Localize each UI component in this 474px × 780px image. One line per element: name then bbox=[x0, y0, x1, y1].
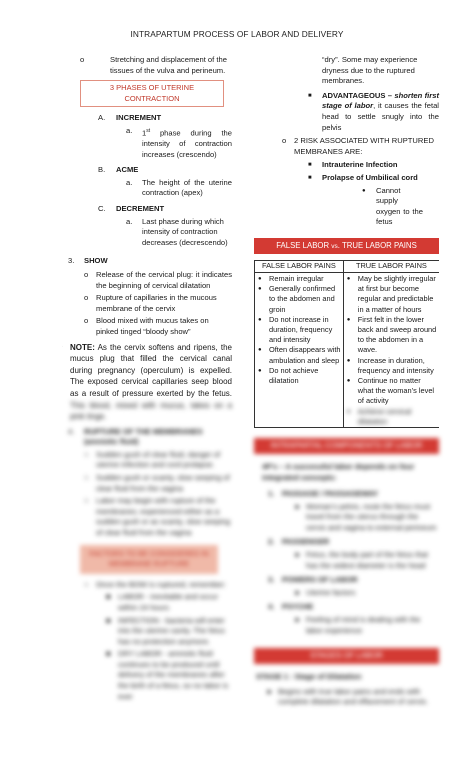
left-column bbox=[62, 55, 232, 702]
table-header-true: TRUE LABOR PAINS bbox=[343, 260, 439, 272]
blurred-left-content bbox=[62, 400, 232, 703]
note-paragraph: NOTE: As the cervix softens and ripens, the mucus plug that filled the cervical canal during pregnancy (operculum) is expelled. The exposed cervical capillaries seep blood as a result of pressure exerted by the fetus. bbox=[70, 342, 232, 398]
show-sub-2: o Rupture of capillaries in the mucous membrane of the cervix bbox=[84, 293, 217, 313]
four-p-passenger-desc: ► Fetus, the body part of the fetus that has the widest diameter is the head bbox=[294, 550, 428, 570]
list-marker: 3. bbox=[68, 256, 75, 266]
list-item: ● First felt in the lower back and sweep around to the abdomen in a wave. bbox=[346, 315, 437, 356]
list-item: ● Achieve cervical dilatation bbox=[346, 407, 437, 427]
increment-item bbox=[62, 113, 232, 124]
four-p-powers: 3. POWERS OF LABOR bbox=[268, 575, 358, 585]
four-p-psyche-desc: ► Feeling of mind is dealing with the labor experience bbox=[294, 615, 421, 635]
list-marker: a. bbox=[126, 216, 133, 226]
list-marker: a. bbox=[126, 177, 133, 187]
rupture-item: 4. RUPTURE OF THE MEMBRANES (amniotic fluid) bbox=[68, 426, 203, 447]
list-item: ● Do not increase in duration, frequency and intensity bbox=[257, 315, 341, 346]
page-title: INTRAPARTUM PROCESS OF LABOR AND DELIVERY bbox=[130, 29, 344, 39]
acme-item bbox=[62, 165, 232, 176]
decrement-desc: a. Last phase during which intensity of contraction decreases (decrescendo) bbox=[126, 216, 228, 247]
four-p-passage-desc: ► Woman’s pelvis, route the fetus must travel from the uterus through the cervix and vagina to external perineum bbox=[294, 501, 437, 532]
four-ps-intro: 4P’s – A successful labor depends on four integrated concepts: bbox=[262, 461, 415, 482]
show-label: SHOW bbox=[84, 256, 108, 266]
false-vs-true-heading: FALSE LABOR vs. TRUE LABOR PAINS bbox=[254, 238, 439, 254]
labor-table-wrapper bbox=[254, 260, 439, 432]
advantageous-item: ■ ADVANTAGEOUS – shorten first stage of labor, it causes the fetal head to settle snugly into the pelvis bbox=[308, 90, 439, 132]
list-item: ● Remain irregular bbox=[257, 274, 341, 284]
rupture-sub-2: ○ Sudden gush or scanty, slow seeping of clear fluid from the vagina bbox=[84, 472, 230, 493]
four-p-passage: 1. PASSAGE / PASSAGEWAY bbox=[268, 489, 379, 499]
note-continuation: This blood, mixed with mucus, takes on a pink tinge. bbox=[70, 400, 232, 422]
four-p-psyche: 4. PSYCHE bbox=[268, 602, 314, 612]
intrapartal-heading: INTRAPARTAL COMPONENTS OF LABOR bbox=[254, 438, 439, 454]
list-marker: C. bbox=[98, 204, 106, 214]
dry-continuation: “dry”. Some may experience dryness due to the ruptured membranes. bbox=[322, 55, 418, 86]
rupture-sub-1: ○ Sudden gush of clear fluid, danger of uterine infection and cord prolapse. bbox=[84, 449, 221, 470]
list-marker: B. bbox=[98, 165, 106, 175]
table-header-false: FALSE LABOR PAINS bbox=[255, 260, 344, 272]
four-p-powers-desc: ► Uterine factors bbox=[294, 587, 356, 597]
list-item: ● Often disappears with ambulation and sleep bbox=[257, 345, 341, 365]
false-labor-cell bbox=[255, 272, 344, 427]
stage-one-desc: ► Begins with true labor pains and ends with complete dilatation and effacement of cervix. bbox=[266, 686, 429, 707]
list-marker: o bbox=[80, 55, 85, 64]
true-labor-cell bbox=[343, 272, 439, 427]
factors-box: FACTORS TO BE CONSIDERED IN MEMBRANE RUPTURE bbox=[80, 545, 218, 574]
factors-intro: ○ Once the BOW is ruptured, remember: bbox=[84, 579, 226, 589]
blurred-right-content bbox=[254, 438, 439, 708]
rupture-sub-3: ○ Labor may begin with rupture of the membranes; experienced either as a sudden gush or as scanty, slow seeping of clear fluid from the vagina bbox=[84, 496, 231, 537]
factors-item-1: ■ LABOR - inevitable and occur within 24 hours bbox=[106, 592, 219, 612]
stages-heading: STAGES OF LABOR bbox=[254, 648, 439, 664]
list-item: ● Do not achieve dilatation bbox=[257, 366, 341, 386]
factors-item-3: ■ DRY LABOR - amniotic fluid continues to be produced until delivery of the membranes after the birth of a fetus, so no labor is ever bbox=[106, 649, 229, 701]
stage-one-label: STAGE 1 : Stage of Dilatation bbox=[256, 672, 362, 682]
list-marker: a. bbox=[126, 125, 133, 135]
risk-intrauterine: ■ Intrauterine Infection bbox=[308, 160, 398, 170]
stretch-item bbox=[80, 55, 232, 76]
risk-item: o 2 RISK ASSOCIATED WITH RUPTURED MEMBRANES ARE: bbox=[282, 136, 434, 156]
increment-label: INCREMENT bbox=[116, 113, 162, 123]
acme-desc: a. The height of the uterine contraction (apex) bbox=[126, 177, 232, 198]
right-column bbox=[254, 55, 439, 708]
phases-heading-box: 3 PHASES OF UTERINE CONTRACTION bbox=[80, 80, 224, 107]
decrement-item bbox=[62, 204, 232, 215]
list-item: ● May be slightly irregular at first bur become regular and predictable in a matter of hours bbox=[346, 274, 437, 315]
stretch-text: Stretching and displacement of the tissues of the vulva and perineum. bbox=[110, 55, 227, 75]
list-item: ● Increase in duration, frequency and intensity bbox=[346, 356, 437, 376]
cannot-supply-item: ● Cannot supply oxygen to the fetus bbox=[362, 185, 423, 227]
decrement-label: DECREMENT bbox=[116, 204, 165, 214]
increment-desc: a. 1st phase during the intensity of contraction increases (crescendo) bbox=[126, 125, 232, 159]
list-marker: A. bbox=[98, 113, 106, 123]
risk-prolapse: ■ Prolapse of Umbilical cord bbox=[308, 172, 418, 182]
show-sub-1: o Release of the cervical plug: it indicates the beginning of cervical dilatation bbox=[84, 270, 232, 290]
show-sub-3: o Blood mixed with mucus takes on pinked tinged “bloody show” bbox=[84, 316, 209, 336]
acme-label: ACME bbox=[116, 165, 139, 175]
four-p-passenger: 2. PASSENGER bbox=[268, 537, 330, 547]
show-item bbox=[62, 256, 232, 267]
labor-comparison-table bbox=[254, 260, 439, 428]
factors-item-2: ■ INFECTION - bacteria will enter into the uterine cavity. The fetus has no protection anymore. bbox=[106, 615, 225, 646]
list-item: ● Continue no matter what the woman’s level of activity bbox=[346, 376, 437, 407]
list-item: ● Generally confirmed to the abdomen and groin bbox=[257, 284, 341, 315]
